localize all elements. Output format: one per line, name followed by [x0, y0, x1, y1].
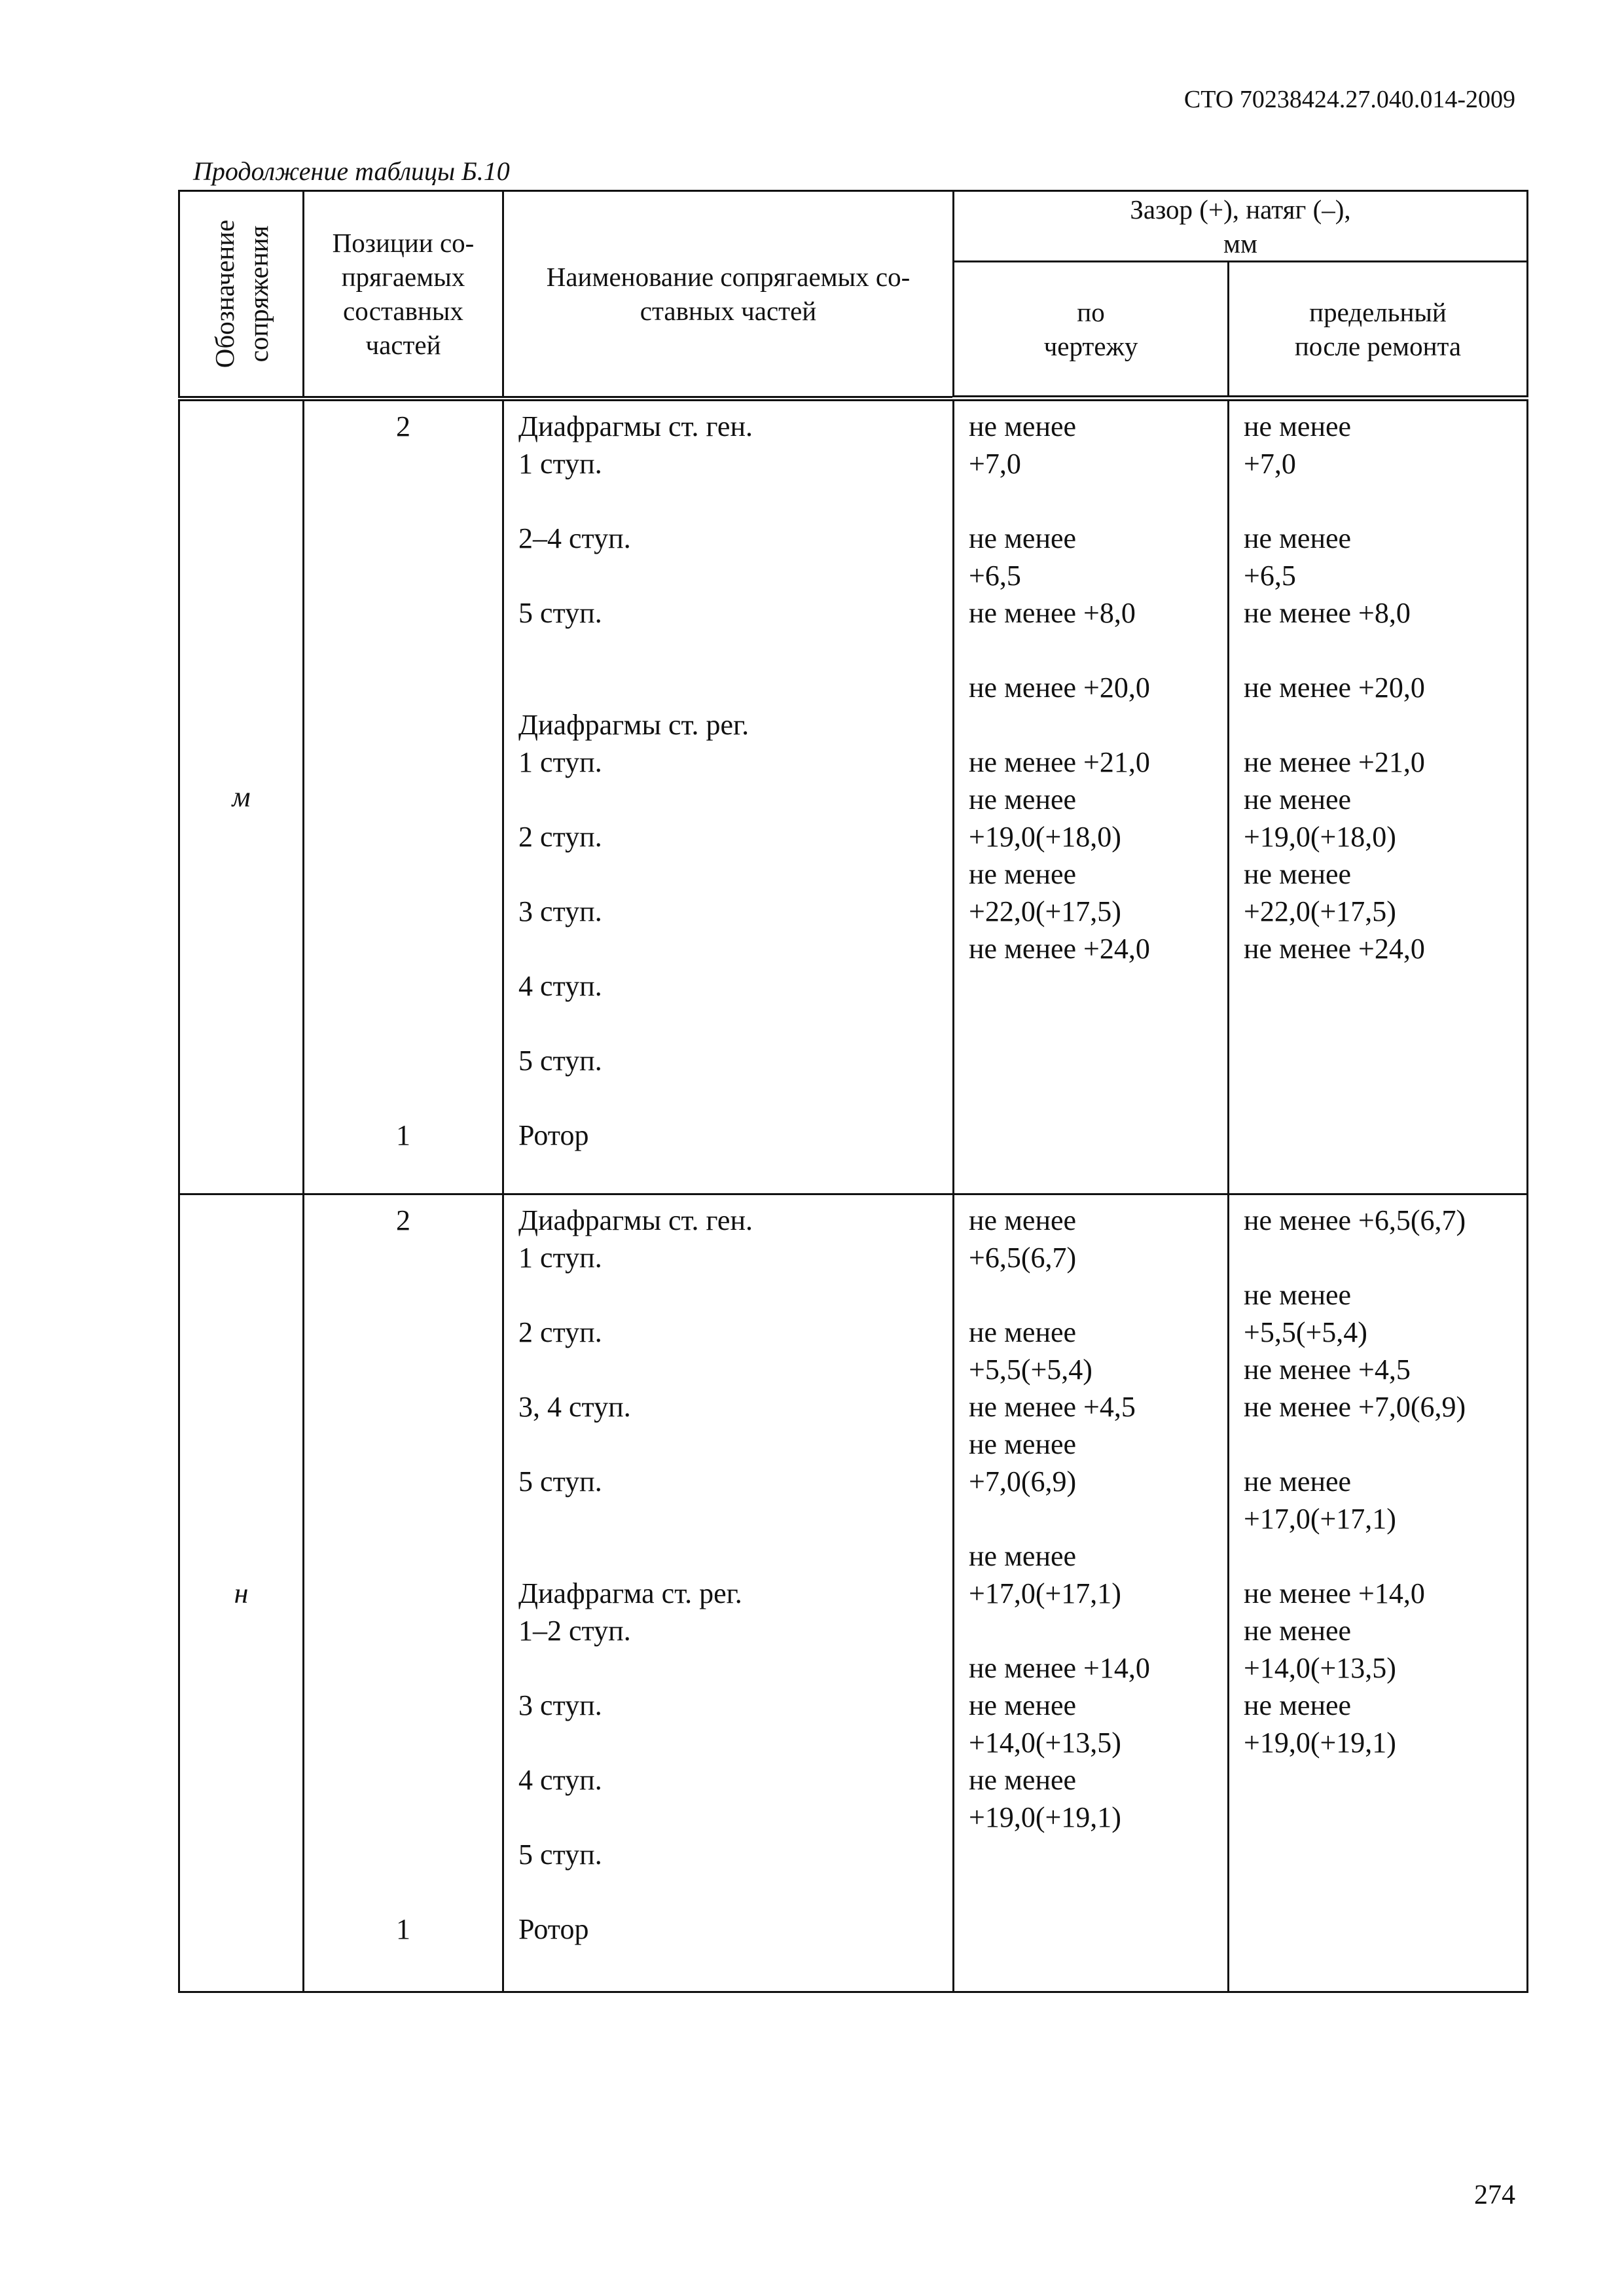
cell-line — [304, 1873, 502, 1910]
cell-line — [304, 818, 502, 855]
header-line: Зазор (+), натяг (–), — [1130, 194, 1351, 224]
cell-line: не менее +4,5 — [1244, 1354, 1411, 1386]
cell-line: +19,0(+19,1) — [1244, 1727, 1396, 1759]
cell-line: не менее — [969, 1204, 1077, 1236]
header-line: мм — [1223, 228, 1257, 259]
cell-line — [504, 930, 952, 967]
cell-line: не менее +8,0 — [1244, 597, 1411, 629]
cell-line — [954, 1276, 1227, 1314]
cell-line: 5 ступ. — [518, 1465, 602, 1498]
cell-line — [304, 1761, 502, 1799]
cell-line: Ротор — [518, 1119, 589, 1151]
cell-line — [304, 1079, 502, 1117]
header-by-drawing — [954, 262, 1229, 399]
cell-line: не менее +24,0 — [969, 933, 1150, 965]
cell-line: не менее — [969, 522, 1077, 554]
cell-line: не менее +24,0 — [1244, 933, 1425, 965]
cell-line — [954, 706, 1227, 744]
cell-line: +6,5 — [1244, 560, 1296, 592]
cell-line: не менее +4,5 — [969, 1391, 1136, 1423]
cell-line — [304, 967, 502, 1005]
cell-line: Диафрагмы ст. рег. — [518, 708, 749, 741]
header-line: по — [1077, 296, 1105, 327]
cell-line — [304, 1426, 502, 1463]
cell-line — [504, 1799, 952, 1836]
header-line: после ремонта — [1294, 331, 1462, 361]
header-line: составных — [343, 295, 463, 326]
cell-line — [504, 1724, 952, 1761]
header-gap — [954, 191, 1528, 262]
cell-line: Диафрагмы ст. ген. — [518, 1204, 753, 1236]
cell-line — [504, 632, 952, 669]
cell-line: не менее +7,0(6,9) — [1244, 1391, 1466, 1423]
header-positions — [304, 191, 503, 399]
cell-line — [504, 1426, 952, 1463]
cell-line: не менее — [969, 858, 1077, 890]
cell-line — [304, 1239, 502, 1276]
cell-line: 1 ступ. — [518, 1242, 602, 1274]
cell-line: 2 — [396, 410, 410, 442]
cell-line — [504, 1873, 952, 1910]
cell-line: 4 ступ. — [518, 969, 602, 1002]
header-line: предельный — [1309, 296, 1447, 327]
cell-line — [504, 855, 952, 893]
cell-line: не менее +21,0 — [1244, 746, 1425, 778]
cell-line — [304, 893, 502, 930]
cell-line — [504, 1500, 952, 1537]
cell-line: не менее — [969, 1764, 1077, 1796]
cell-line — [304, 1042, 502, 1079]
cell-line: 2 ступ. — [518, 820, 602, 853]
header-line: чертежу — [1043, 331, 1138, 361]
table-row-mate-n — [179, 1194, 1528, 1992]
cell-line: +19,0(+19,1) — [969, 1801, 1121, 1833]
cell-line — [504, 1005, 952, 1042]
cell-line: не менее +21,0 — [969, 746, 1150, 778]
cell-line: +22,0(+17,5) — [1244, 895, 1396, 927]
cell-line — [304, 445, 502, 482]
cell-line: +5,5(+5,4) — [1244, 1316, 1367, 1348]
cell-line — [1229, 706, 1526, 744]
cell-line — [954, 1612, 1227, 1649]
cell-line: +7,0 — [1244, 448, 1296, 480]
cell-line: не менее — [969, 1540, 1077, 1572]
cell-line: 3, 4 ступ. — [518, 1391, 631, 1423]
cell-line — [504, 1079, 952, 1117]
cell-line — [304, 482, 502, 520]
cell-line: 1 — [396, 1913, 410, 1945]
cell-line — [304, 520, 502, 557]
cell-line: 1–2 ступ. — [518, 1615, 631, 1647]
cell-line — [304, 1649, 502, 1687]
cell-line: не менее +20,0 — [969, 672, 1150, 704]
cell-line — [304, 1612, 502, 1649]
cell-line: не менее — [1244, 522, 1352, 554]
header-part-names — [503, 191, 954, 399]
cell-line — [304, 1500, 502, 1537]
cell-line: +14,0(+13,5) — [1244, 1652, 1396, 1684]
cell-line — [504, 557, 952, 594]
cell-line: не менее +14,0 — [1244, 1577, 1425, 1609]
cell-line: +7,0(6,9) — [969, 1465, 1077, 1498]
cell-line: не менее — [1244, 1689, 1352, 1721]
cell-line — [504, 1351, 952, 1388]
cell-line: +14,0(+13,5) — [969, 1727, 1121, 1759]
part-names-cell — [503, 399, 954, 1194]
header-mate-text: Обозначение сопряжения — [209, 219, 274, 368]
cell-line: 5 ступ. — [518, 1044, 602, 1077]
cell-line: +19,0(+18,0) — [1244, 821, 1396, 853]
cell-line: +6,5 — [969, 560, 1021, 592]
cell-line: не менее — [969, 783, 1077, 816]
cell-line — [304, 1724, 502, 1761]
part-names-cell — [503, 1194, 954, 1992]
cell-line — [304, 1351, 502, 1388]
cell-line — [1229, 1239, 1526, 1276]
mate-designation: н — [179, 1194, 304, 1992]
cell-line: не менее +6,5(6,7) — [1244, 1204, 1466, 1236]
cell-line: Ротор — [518, 1913, 589, 1945]
cell-line: 3 ступ. — [518, 895, 602, 927]
header-line: ставных частей — [640, 295, 817, 326]
cell-line: +19,0(+18,0) — [969, 821, 1121, 853]
cell-line: +17,0(+17,1) — [1244, 1503, 1396, 1535]
cell-line — [304, 706, 502, 744]
cell-line: +7,0 — [969, 448, 1021, 480]
cell-line — [304, 744, 502, 781]
page-number: 274 — [1474, 2180, 1515, 2210]
cell-line — [504, 482, 952, 520]
cell-line: не менее +20,0 — [1244, 672, 1425, 704]
cell-line: 5 ступ. — [518, 596, 602, 629]
cell-line: 5 ступ. — [518, 1839, 602, 1871]
cell-line: 2 ступ. — [518, 1316, 602, 1348]
positions-cell — [304, 1194, 503, 1992]
cell-line — [304, 1276, 502, 1314]
cell-line — [504, 1276, 952, 1314]
cell-line — [1229, 632, 1526, 669]
cell-line — [504, 781, 952, 818]
cell-line — [1229, 1426, 1526, 1463]
cell-line — [504, 1537, 952, 1575]
cell-line — [304, 594, 502, 632]
cell-line — [954, 1500, 1227, 1537]
cell-line — [304, 930, 502, 967]
cell-line — [304, 855, 502, 893]
cell-line — [504, 1649, 952, 1687]
positions-cell — [304, 399, 503, 1194]
cell-line — [304, 1575, 502, 1612]
cell-line: 1 ступ. — [518, 447, 602, 480]
header-limit-after-repair — [1229, 262, 1528, 399]
cell-line: +17,0(+17,1) — [969, 1577, 1121, 1609]
header-line: прягаемых — [341, 261, 465, 292]
cell-line: +22,0(+17,5) — [969, 895, 1121, 927]
cell-line: 2–4 ступ. — [518, 522, 631, 554]
cell-line: не менее — [969, 1316, 1077, 1348]
limit-after-repair-cell — [1229, 1194, 1528, 1992]
cell-line: не менее — [969, 1689, 1077, 1721]
table-caption: Продолжение таблицы Б.10 — [193, 156, 510, 186]
cell-line: +6,5(6,7) — [969, 1242, 1077, 1274]
mate-designation: м — [179, 399, 304, 1194]
cell-line — [304, 1799, 502, 1836]
cell-line — [1229, 1537, 1526, 1575]
cell-line — [304, 1314, 502, 1351]
by-drawing-cell — [954, 399, 1229, 1194]
cell-line — [954, 632, 1227, 669]
cell-line: не менее — [1244, 1615, 1352, 1647]
cell-line: не менее — [1244, 783, 1352, 816]
header-mate-designation — [179, 191, 304, 399]
cell-line — [1229, 482, 1526, 520]
cell-line — [954, 482, 1227, 520]
cell-line: не менее +14,0 — [969, 1652, 1150, 1684]
cell-line: не менее — [1244, 1465, 1352, 1498]
header-line: Позиции со- — [332, 227, 475, 258]
cell-line — [304, 1537, 502, 1575]
cell-line — [304, 557, 502, 594]
cell-line: не менее — [969, 410, 1077, 442]
cell-line: +5,5(+5,4) — [969, 1354, 1092, 1386]
header-line: Наименование сопрягаемых со- — [546, 261, 911, 292]
cell-line: Диафрагма ст. рег. — [518, 1577, 742, 1609]
cell-line — [504, 669, 952, 706]
cell-line: 4 ступ. — [518, 1764, 602, 1796]
cell-line: 1 ступ. — [518, 745, 602, 778]
cell-line — [304, 1463, 502, 1500]
header-line: частей — [365, 329, 441, 360]
cell-line: 2 — [396, 1204, 410, 1236]
table-row-mate-m — [179, 399, 1528, 1194]
limit-after-repair-cell — [1229, 399, 1528, 1194]
cell-line: не менее — [1244, 1279, 1352, 1311]
fit-clearance-table — [178, 190, 1528, 1993]
cell-line: 1 — [396, 1119, 410, 1151]
cell-line: не менее — [1244, 410, 1352, 442]
cell-line: не менее +8,0 — [969, 597, 1136, 629]
cell-line — [304, 1005, 502, 1042]
cell-line: не менее — [969, 1428, 1077, 1460]
cell-line — [304, 1687, 502, 1724]
cell-line: не менее — [1244, 858, 1352, 890]
cell-line — [304, 632, 502, 669]
cell-line: 3 ступ. — [518, 1689, 602, 1721]
cell-line — [304, 1388, 502, 1426]
cell-line — [304, 1836, 502, 1873]
by-drawing-cell — [954, 1194, 1229, 1992]
document-code: СТО 70238424.27.040.014-2009 — [1183, 86, 1515, 113]
cell-line — [304, 669, 502, 706]
cell-line: Диафрагмы ст. ген. — [518, 410, 753, 442]
cell-line — [304, 781, 502, 818]
